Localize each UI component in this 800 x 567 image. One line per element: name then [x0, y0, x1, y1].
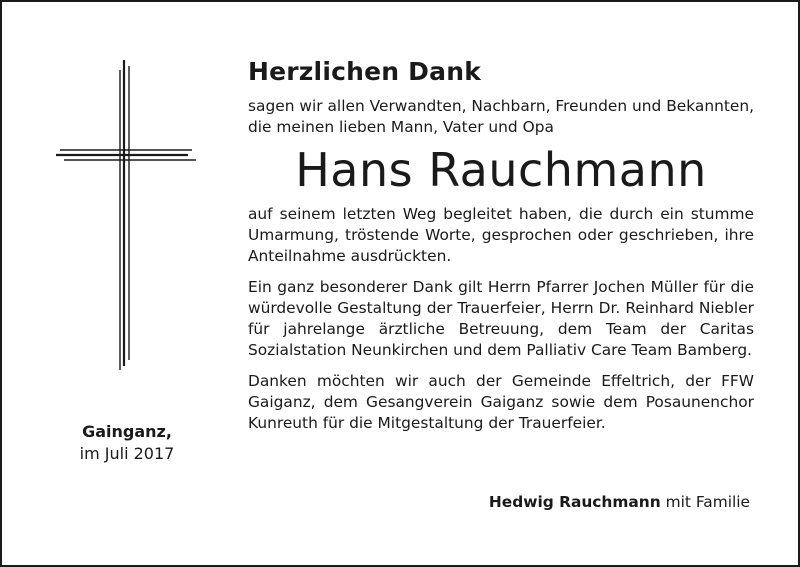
signature: [489, 493, 750, 511]
place-label: Gainganz,: [82, 422, 172, 441]
cross-icon: [54, 60, 196, 370]
date-label: im Juli 2017: [79, 444, 175, 463]
signature-name: Hedwig Rauchmann: [488, 493, 661, 511]
notice-heading: Herzlichen Dank: [248, 57, 482, 86]
notice-body: [248, 56, 754, 434]
paragraph-3: Danken möchten wir auch der Gemeinde Effeltrich, der FFW Gaiganz, dem Gesangverein Gaiganz sowie dem Posaunenchor Kunreuth für die Mitgestaltung der Trauerfeier.: [248, 372, 754, 432]
paragraph-2: Ein ganz besonderer Dank gilt Herrn Pfarrer Jochen Müller für die würdevolle Gestaltung der Trauerfeier, Herrn Dr. Reinhard Niebler für jahrelange ärztliche Betreuung, dem Team der Caritas Sozialstation Neunkirchen und dem Palliativ Care Team Bamberg.: [248, 278, 754, 359]
signature-suffix: mit Familie: [665, 493, 750, 511]
intro-text: sagen wir allen Verwandten, Nachbarn, Freunden und Bekannten, die meinen lieben Mann, Vater und Opa: [248, 97, 754, 136]
paragraph-1: auf seinem letzten Weg begleitet haben, die durch ein stumme Umarmung, tröstende Worte, gesprochen oder geschrieben, ihre Anteilnahme ausdrückten.: [248, 205, 754, 265]
deceased-name: Hans Rauchmann: [295, 143, 707, 197]
